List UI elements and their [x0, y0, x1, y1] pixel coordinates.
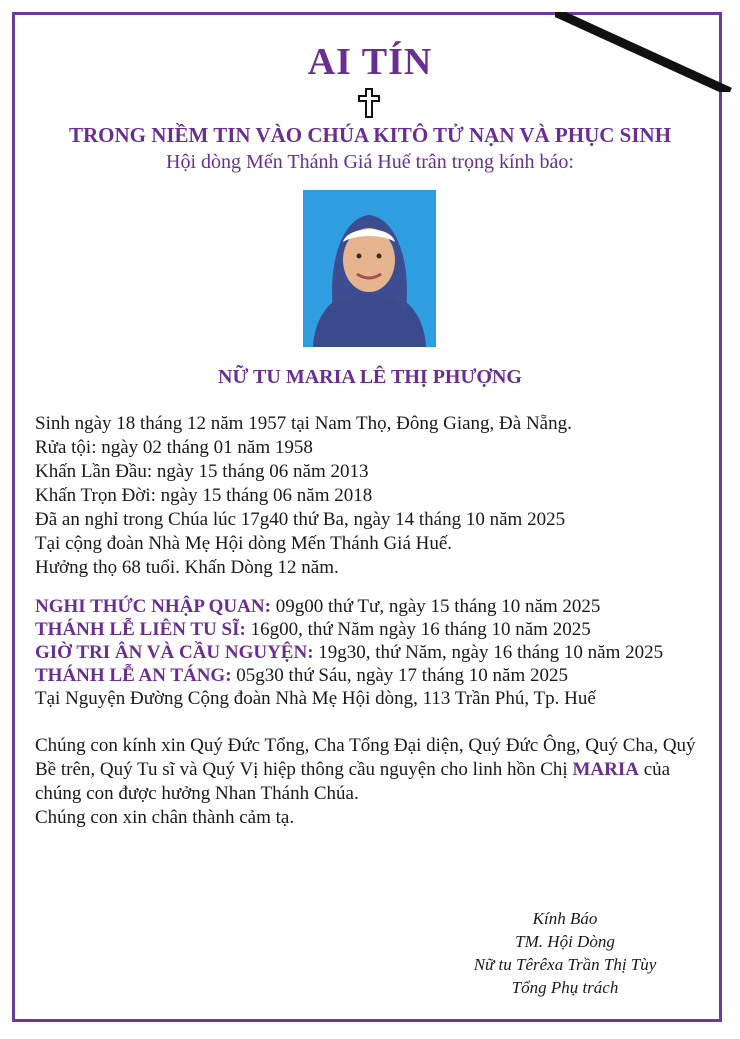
- ceremony-schedule: [35, 595, 715, 710]
- signature-line: Tổng Phụ trách: [511, 978, 619, 997]
- signature-block: [400, 907, 730, 999]
- deceased-name: NỮ TU MARIA LÊ THỊ PHƯỢNG: [218, 366, 522, 388]
- event-time: 09g00 thứ Tư, ngày 15 tháng 10 năm 2025: [270, 596, 601, 617]
- signature-line: Kính Báo: [532, 909, 598, 928]
- cross-icon: [357, 88, 381, 118]
- portrait-photo: [303, 190, 436, 347]
- bio-line: Khấn Lần Đầu: ngày 15 tháng 06 năm 2013: [35, 461, 369, 482]
- event-prayer-vigil: [35, 641, 715, 664]
- faith-heading: TRONG NIỀM TIN VÀO CHÚA KITÔ TỬ NẠN VÀ PHỤC SINH: [68, 123, 672, 147]
- event-funeral-mass: [35, 664, 715, 687]
- event-location: Tại Nguyện Đường Cộng đoàn Nhà Mẹ Hội dòng, 113 Trần Phú, Tp. Huế: [35, 688, 596, 709]
- announcement-subheading: Hội dòng Mến Thánh Giá Huế trân trọng kính báo:: [166, 151, 574, 173]
- bio-line: Rửa tội: ngày 02 tháng 01 năm 1958: [35, 437, 313, 458]
- bio-line: Khấn Trọn Đời: ngày 15 tháng 06 năm 2018: [35, 485, 373, 506]
- bio-line: Đã an nghỉ trong Chúa lúc 17g40 thứ Ba, ngày 14 tháng 10 năm 2025: [35, 509, 566, 530]
- event-label: THÁNH LỄ AN TÁNG:: [35, 665, 232, 686]
- event-encoffining: [35, 595, 715, 618]
- bio-line: Hưởng thọ 68 tuổi. Khấn Dòng 12 năm.: [35, 557, 339, 578]
- closing-paragraph: [35, 734, 700, 830]
- event-religious-mass: [35, 618, 715, 641]
- event-label: THÁNH LỄ LIÊN TU SĨ:: [35, 619, 246, 640]
- signature-line: Nữ tu Têrêxa Trần Thị Tùy: [473, 955, 657, 974]
- event-time: 16g00, thứ Năm ngày 16 tháng 10 năm 2025: [245, 619, 591, 640]
- thanks-line: Chúng con xin chân thành cảm tạ.: [35, 807, 295, 828]
- signature-line: TM. Hội Dòng: [515, 932, 615, 951]
- page-title: AI TÍN: [307, 41, 433, 83]
- prayer-request: Chúng con kính xin Quý Đức Tổng, Cha Tổng Đại diện, Quý Đức Ông, Quý Cha, Quý Bề trên, Quý Tu sĩ và Quý Vị hiệp thông cầu nguyện cho linh hồn Chị MARIA của chúng con được hưởng Nhan Thánh Chúa.: [35, 735, 696, 804]
- bio-line: Sinh ngày 18 tháng 12 năm 1957 tại Nam Thọ, Đông Giang, Đà Nẵng.: [35, 413, 572, 434]
- event-label: GIỜ TRI ÂN VÀ CẦU NGUYỆN:: [35, 642, 314, 663]
- event-time: 19g30, thứ Năm, ngày 16 tháng 10 năm 2025: [313, 642, 664, 663]
- highlight-name: MARIA: [572, 759, 639, 780]
- biography: [35, 412, 705, 580]
- event-time: 05g30 thứ Sáu, ngày 17 tháng 10 năm 2025: [231, 665, 568, 686]
- bio-line: Tại cộng đoàn Nhà Mẹ Hội dòng Mến Thánh Giá Huế.: [35, 533, 453, 554]
- event-label: NGHI THỨC NHẬP QUAN:: [35, 596, 271, 617]
